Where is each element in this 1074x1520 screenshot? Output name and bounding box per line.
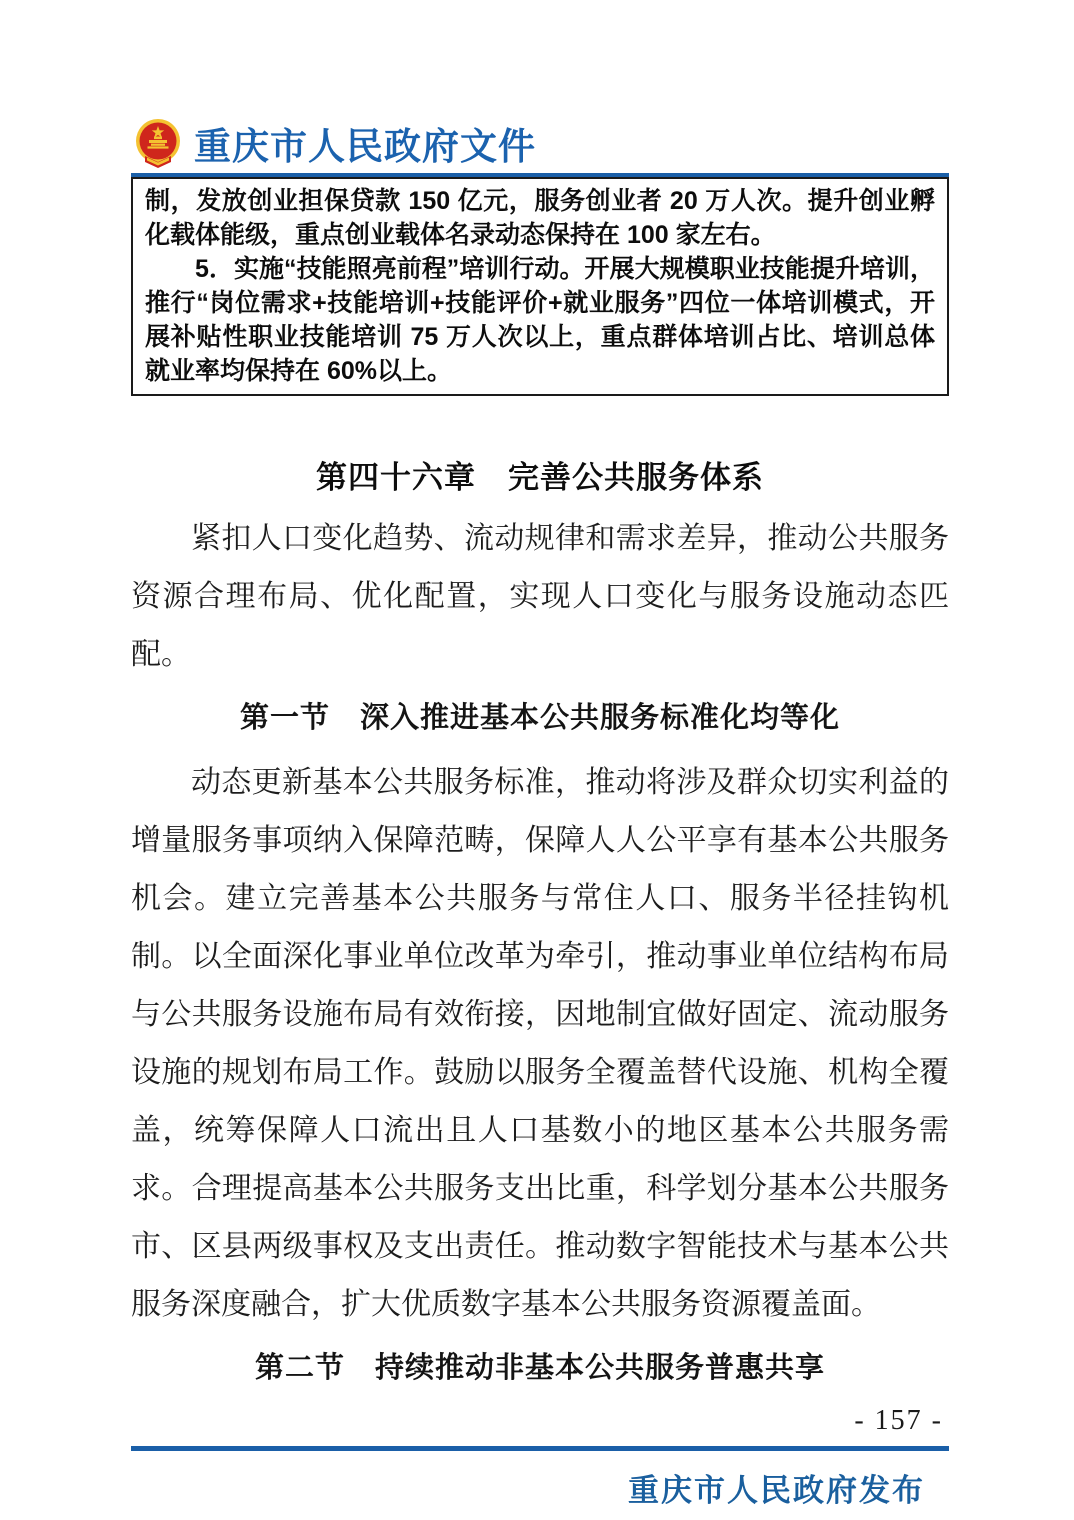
header-title: 重庆市人民政府文件 xyxy=(194,127,536,168)
footer-divider-line xyxy=(131,1446,949,1451)
section-1-paragraph: 动态更新基本公共服务标准，推动将涉及群众切实利益的增量服务事项纳入保障范畴，保障人人公平享有基本公共服务机会。建立完善基本公共服务与常住人口、服务半径挂钩机制。以全面深化事业单位改革为牵引，推动事业单位结构布局与公共服务设施布局有效衔接，因地制宜做好固定、流动服务设施的规划布局工作。鼓励以服务全覆盖替代设施、机构全覆盖，统筹保障人口流出且人口基数小的地区基本公共服务需求。合理提高基本公共服务支出比重，科学划分基本公共服务市、区县两级事权及支出责任。推动数字智能技术与基本公共服务深度融合，扩大优质数字基本公共服务资源覆盖面。 xyxy=(131,766,949,1321)
section-2-title: 第二节 持续推动非基本公共服务普惠共享 xyxy=(254,1352,825,1384)
page-number: - 157 - xyxy=(854,1405,943,1436)
excerpt-box xyxy=(131,177,949,396)
excerpt-continued-paragraph: 制，发放创业担保贷款 150 亿元，服务创业者 20 万人次。提升创业孵化载体能级，重点创业载体名录动态保持在 100 家左右。 xyxy=(145,187,935,249)
national-emblem-icon xyxy=(131,116,185,170)
chapter-intro-paragraph: 紧扣人口变化趋势、流动规律和需求差异，推动公共服务资源合理布局、优化配置，实现人口变化与服务设施动态匹配。 xyxy=(131,522,949,671)
footer-publisher: 重庆市人民政府发布 xyxy=(628,1473,925,1508)
chapter-title: 第四十六章 完善公共服务体系 xyxy=(316,460,764,495)
section-1-title: 第一节 深入推进基本公共服务标准化均等化 xyxy=(239,702,840,734)
document-header xyxy=(131,114,949,172)
excerpt-item-5: 5．实施“技能照亮前程”培训行动。开展大规模职业技能提升培训，推行“岗位需求+技能培训+技能评价+就业服务”四位一体培训模式，开展补贴性职业技能培训 75 万人次以上，重点群体培训占比、培训总体就业率均保持在 60%以上。 xyxy=(145,255,935,385)
document-content xyxy=(131,0,949,1510)
